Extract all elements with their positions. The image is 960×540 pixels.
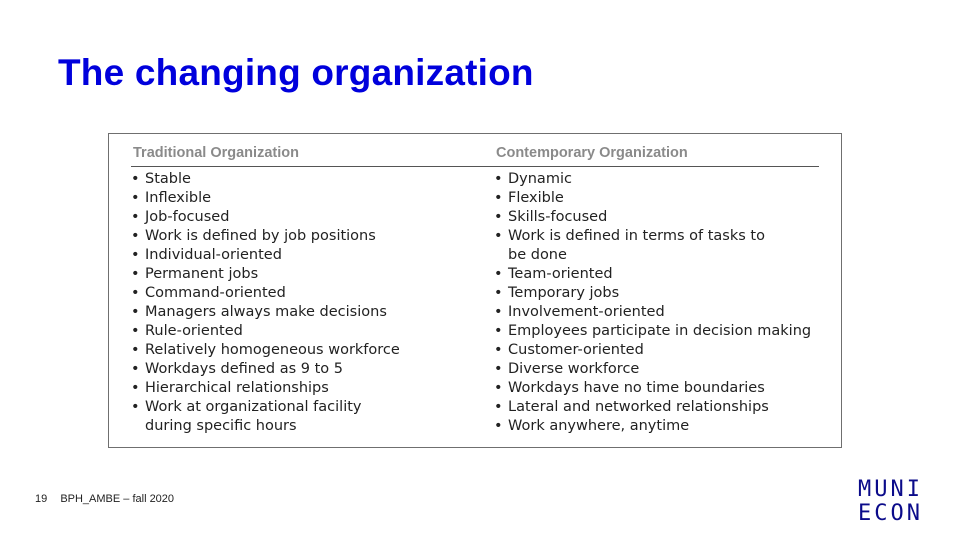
traditional-item [131,189,461,208]
traditional-item [131,208,461,227]
contemporary-item [494,227,834,265]
bullet-icon: • [494,285,503,301]
bullet-icon: • [131,304,140,320]
traditional-item-text: Inflexible [145,190,212,206]
traditional-item-text: Individual-oriented [145,247,282,263]
traditional-item-text: Work at organizational facility [145,399,362,415]
contemporary-item-text: Skills-focused [508,209,608,225]
contemporary-header: Contemporary Organization [496,145,688,161]
bullet-icon: • [131,361,140,377]
traditional-item-text: Command-oriented [145,285,286,301]
bullet-icon: • [494,380,503,396]
contemporary-item [494,189,834,208]
contemporary-item [494,170,834,189]
contemporary-item-text: Customer-oriented [508,342,644,358]
bullet-icon: • [131,380,140,396]
traditional-item-text: Rule-oriented [145,323,243,339]
traditional-item [131,284,461,303]
bullet-icon: • [131,323,140,339]
traditional-item [131,398,461,436]
bullet-icon: • [494,190,503,206]
contemporary-item-text: Flexible [508,190,564,206]
contemporary-item [494,322,834,341]
contemporary-item-text: Work is defined in terms of tasks to [508,228,765,244]
contemporary-item-text: Workdays have no time boundaries [508,380,765,396]
contemporary-item-text: Involvement-oriented [508,304,665,320]
contemporary-item-text: be done [508,247,567,263]
traditional-item [131,246,461,265]
bullet-icon: • [494,228,503,244]
bullet-icon: • [494,171,503,187]
contemporary-item-text: Team-oriented [508,266,613,282]
traditional-item-text: Work is defined by job positions [145,228,376,244]
traditional-item-text: Job-focused [145,209,230,225]
traditional-item [131,341,461,360]
contemporary-item [494,360,834,379]
traditional-item-text: during specific hours [145,418,297,434]
contemporary-item [494,341,834,360]
page-number: 19 [35,493,48,505]
bullet-icon: • [131,171,140,187]
slide-footer [35,493,174,505]
contemporary-item-text: Employees participate in decision making [508,323,812,339]
muni-econ-logo [858,478,923,526]
contemporary-item-text: Lateral and networked relationships [508,399,769,415]
bullet-icon: • [494,399,503,415]
bullet-icon: • [131,342,140,358]
bullet-icon: • [131,266,140,282]
traditional-item-text: Permanent jobs [145,266,259,282]
bullet-icon: • [494,323,503,339]
traditional-item [131,170,461,189]
contemporary-item [494,379,834,398]
bullet-icon: • [131,285,140,301]
traditional-item-text: Stable [145,171,191,187]
bullet-icon: • [131,247,140,263]
comparison-table [108,133,842,448]
traditional-list [131,170,461,436]
traditional-item [131,322,461,341]
bullet-icon: • [494,361,503,377]
contemporary-item-text: Diverse workforce [508,361,640,377]
bullet-icon: • [131,190,140,206]
bullet-icon: • [494,342,503,358]
bullet-icon: • [494,304,503,320]
logo-line-2: ECON [858,501,923,526]
traditional-item-text: Relatively homogeneous workforce [145,342,400,358]
traditional-item [131,379,461,398]
contemporary-item [494,417,834,436]
traditional-item [131,265,461,284]
slide-title: The changing organization [58,52,534,93]
traditional-item [131,227,461,246]
contemporary-item [494,303,834,322]
course-label: BPH_AMBE – fall 2020 [60,493,175,505]
contemporary-item [494,398,834,417]
traditional-item-text: Workdays defined as 9 to 5 [145,361,344,377]
contemporary-item-text: Temporary jobs [508,285,620,301]
bullet-icon: • [131,399,140,415]
bullet-icon: • [131,209,140,225]
bullet-icon: • [131,228,140,244]
traditional-header: Traditional Organization [133,145,299,161]
header-divider [131,166,819,167]
contemporary-item [494,284,834,303]
contemporary-item [494,265,834,284]
contemporary-item-text: Work anywhere, anytime [508,418,690,434]
logo-line-1: MUNI [858,477,923,502]
bullet-icon: • [494,418,503,434]
bullet-icon: • [494,266,503,282]
contemporary-list [494,170,834,436]
bullet-icon: • [494,209,503,225]
traditional-item-text: Managers always make decisions [145,304,387,320]
traditional-item [131,360,461,379]
traditional-item [131,303,461,322]
traditional-item-text: Hierarchical relationships [145,380,329,396]
contemporary-item-text: Dynamic [508,171,572,187]
contemporary-item [494,208,834,227]
